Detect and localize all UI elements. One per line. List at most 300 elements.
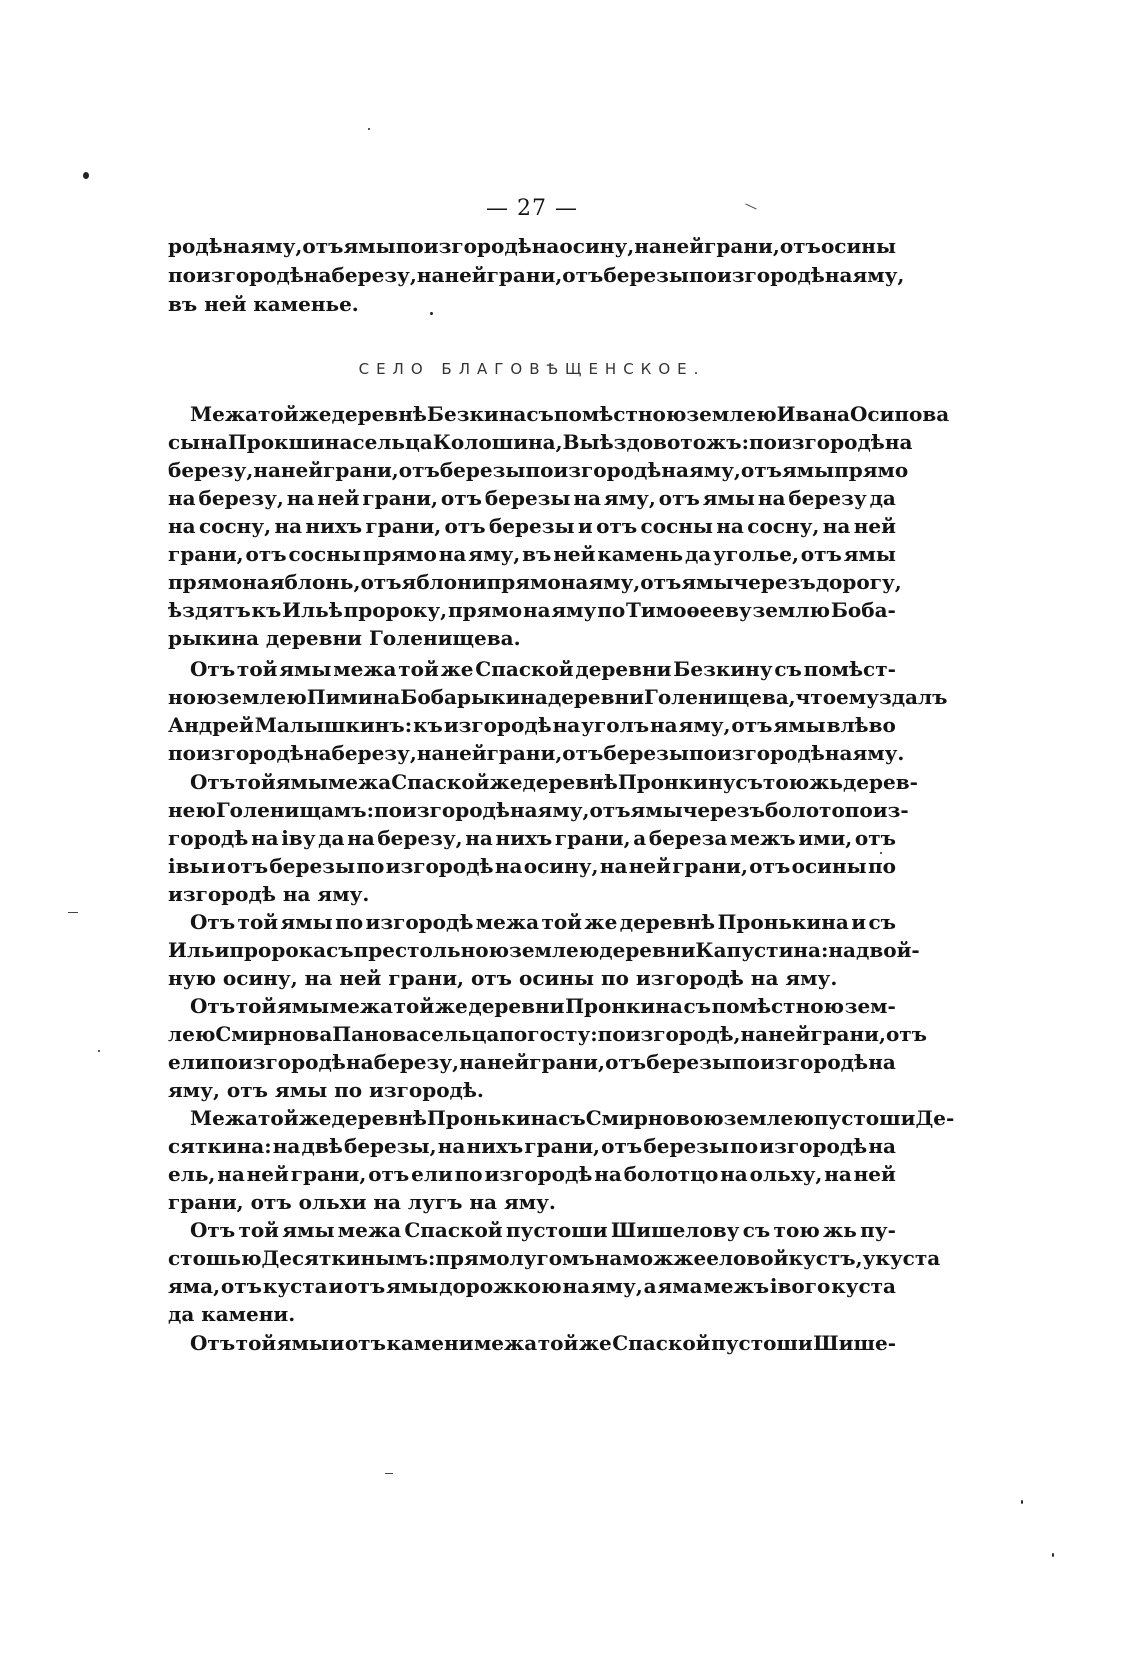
word: съ: [683, 994, 711, 1018]
body-line: [190, 908, 896, 936]
body-line: [190, 768, 918, 796]
word: яму.: [852, 741, 905, 765]
word: березу: [788, 486, 867, 510]
word: Колошина,: [432, 430, 563, 454]
body-line: [168, 1132, 896, 1160]
scan-speck: [368, 128, 370, 130]
scan-mark: [68, 912, 78, 913]
word: ямы: [279, 657, 332, 681]
word: помѣстною: [553, 402, 687, 426]
word: івого: [769, 1274, 831, 1298]
word: деревнѣ: [331, 402, 427, 426]
scan-speck: [98, 1050, 100, 1052]
word: на: [716, 514, 744, 538]
word: по: [844, 798, 873, 822]
body-line: изгородѣ на яму.: [168, 882, 370, 906]
word: Отъ: [190, 1331, 236, 1355]
word: грани,: [529, 1050, 605, 1074]
word: ольху,: [749, 1162, 823, 1186]
body-line: [168, 1020, 928, 1048]
word: съ: [868, 910, 896, 934]
word: ней: [317, 486, 360, 510]
word: осины: [791, 854, 867, 878]
intro-line: [168, 261, 905, 289]
word: да: [684, 542, 712, 566]
word: Отъ: [190, 910, 236, 934]
word: на: [494, 854, 523, 878]
word: на: [274, 514, 303, 538]
word: съ: [742, 1218, 771, 1242]
word: березу,: [168, 458, 254, 482]
word: Де-: [915, 1106, 955, 1130]
word: яму: [551, 598, 597, 622]
word: на: [347, 826, 375, 850]
word: по: [748, 430, 777, 454]
word: березы: [646, 1050, 732, 1074]
word: изгородѣ: [760, 1050, 869, 1074]
scan-speck: [430, 312, 433, 315]
word: межа: [473, 1331, 538, 1355]
word: сосну,: [747, 514, 820, 538]
body-line: [168, 1244, 941, 1272]
word: изгородѣ: [776, 430, 885, 454]
word: из-: [872, 798, 909, 822]
word: межа: [333, 657, 397, 681]
word: съ: [774, 657, 802, 681]
word: отъ: [640, 570, 682, 594]
word: деревнѣ: [619, 910, 716, 934]
word: ели: [411, 1162, 453, 1186]
word: березу,: [198, 486, 284, 510]
word: изгородѣ: [195, 741, 304, 765]
word: той: [238, 1218, 280, 1242]
word: той: [393, 994, 435, 1018]
word: на: [822, 514, 851, 538]
word: Капустина:: [695, 938, 829, 962]
word: березу,: [373, 1050, 460, 1074]
word: отъ: [360, 570, 402, 594]
word: ели: [168, 1050, 210, 1074]
word: яму,: [537, 798, 590, 822]
word: на: [465, 826, 493, 850]
word: съ: [558, 1106, 586, 1130]
word: Голенищамъ:: [215, 798, 375, 822]
word: съ: [526, 402, 554, 426]
word: на: [168, 514, 196, 538]
body-line: [168, 484, 896, 512]
intro-line: въ ней каменье.: [168, 292, 359, 316]
word: нихъ: [466, 1134, 524, 1158]
word: той: [236, 657, 278, 681]
word: межъ: [729, 826, 796, 850]
word: изгородѣ: [553, 458, 662, 482]
scan-speck: [1021, 1500, 1023, 1504]
word: осины: [820, 234, 896, 258]
word: на: [562, 1274, 591, 1298]
intro-line: [168, 232, 896, 260]
word: пророка: [229, 938, 327, 962]
word: двѣ: [301, 1134, 343, 1158]
word: Смирнова: [215, 1022, 333, 1046]
word: яму,: [250, 234, 303, 258]
body-line: [168, 1048, 896, 1076]
word: Панова: [332, 1022, 419, 1046]
word: ими,: [798, 826, 853, 850]
word: ему: [836, 685, 879, 709]
word: грани,: [486, 263, 563, 287]
word: ней: [444, 263, 487, 287]
word: же: [584, 910, 618, 934]
word: Прокшина: [227, 430, 353, 454]
word: Пронькина: [426, 1106, 559, 1130]
word: Пронкину: [617, 770, 736, 794]
body-line: [190, 1216, 896, 1244]
word: кустъ,: [788, 1246, 863, 1270]
word: ямы: [275, 770, 328, 794]
word: отъ: [302, 234, 344, 258]
body-line: [168, 428, 913, 456]
word: Межа: [190, 402, 259, 426]
body-line: яму, отъ ямы по изгородѣ.: [168, 1078, 484, 1102]
word: у: [862, 1246, 876, 1270]
word: Голенищева,: [644, 685, 796, 709]
word: камень: [597, 542, 684, 566]
word: на: [303, 741, 332, 765]
word: по: [688, 741, 717, 765]
word: яму,: [468, 542, 521, 566]
word: грани,: [290, 1162, 367, 1186]
word: Пронькина: [717, 910, 849, 934]
word: ямы: [702, 486, 755, 510]
word: землею: [723, 1106, 814, 1130]
scan-speck: [83, 172, 89, 179]
word: изгородѣ: [423, 234, 532, 258]
word: ней: [768, 1022, 811, 1046]
word: той: [258, 1106, 299, 1130]
word: на: [868, 1050, 896, 1074]
word: ямы: [343, 234, 396, 258]
word: ямы: [843, 542, 896, 566]
word: грани,: [672, 854, 748, 878]
word: жь: [823, 1218, 857, 1242]
word: камени: [386, 1331, 474, 1355]
word: пророку,: [343, 598, 448, 622]
word: яму,: [588, 570, 641, 594]
word: помѣст-: [803, 657, 896, 681]
word: той: [258, 402, 299, 426]
word: Ивана: [776, 402, 850, 426]
body-line: [190, 655, 896, 683]
word: на: [437, 1134, 466, 1158]
body-line: [168, 711, 896, 739]
word: на: [740, 1022, 769, 1046]
word: прямо: [362, 542, 437, 566]
word: же: [434, 994, 468, 1018]
word: отъ: [440, 486, 482, 510]
word: по: [730, 1134, 759, 1158]
word: той: [541, 910, 583, 934]
word: можжееловой: [622, 1246, 789, 1270]
word: грани,: [486, 741, 563, 765]
word: березы: [643, 1134, 729, 1158]
word: городѣ: [168, 826, 249, 850]
body-line: [168, 852, 896, 880]
word: на: [650, 713, 678, 737]
word: по: [374, 798, 403, 822]
word: Межа: [190, 1106, 259, 1130]
word: березу,: [331, 263, 417, 287]
word: івы: [168, 854, 210, 878]
word: ямы: [386, 1274, 439, 1298]
word: Отъ: [190, 994, 236, 1018]
word: на: [560, 570, 589, 594]
scan-speck: [880, 852, 882, 854]
word: прямо: [486, 570, 561, 594]
word: на: [868, 1134, 896, 1158]
word: по: [395, 234, 424, 258]
body-line: [168, 512, 896, 540]
body-line: ную осину, на ней грани, отъ осины по изгородѣ на яму.: [168, 966, 838, 990]
word: ямы: [276, 994, 330, 1018]
word: на: [438, 542, 467, 566]
word: отъ: [398, 458, 440, 482]
word: ямы: [773, 713, 826, 737]
word: Спаской: [475, 657, 574, 681]
word: сына: [168, 430, 228, 454]
word: лею: [168, 1022, 216, 1046]
word: на: [509, 798, 538, 822]
scan-mark: [385, 1473, 393, 1474]
word: на: [222, 234, 251, 258]
word: на: [720, 1162, 748, 1186]
word: яма: [657, 1274, 703, 1298]
word: на: [594, 1246, 623, 1270]
word: на: [594, 1162, 622, 1186]
word: и: [577, 514, 593, 538]
body-line: [168, 596, 896, 624]
word: на: [416, 263, 445, 287]
word: зем-: [844, 994, 896, 1018]
word: той: [237, 910, 279, 934]
word: ямы: [681, 570, 734, 594]
word: на: [884, 430, 913, 454]
word: ней: [661, 234, 705, 258]
word: іву: [281, 826, 316, 850]
word: Спаской: [404, 1218, 503, 1242]
word: березы,: [343, 1134, 437, 1158]
word: уголъ: [581, 713, 650, 737]
word: прямо: [168, 570, 243, 594]
word: яму,: [852, 263, 905, 287]
word: уголье,: [713, 542, 799, 566]
word: и: [851, 910, 867, 934]
word: осину,: [523, 854, 599, 878]
word: на: [346, 1050, 374, 1074]
word: тою: [773, 1218, 820, 1242]
word: той: [235, 1331, 277, 1355]
word: Бобарыкина: [400, 685, 548, 709]
word: отъ: [658, 486, 700, 510]
word: березу,: [377, 826, 463, 850]
word: сельца: [418, 1022, 500, 1046]
word: березы: [603, 263, 689, 287]
word: яму,: [603, 486, 656, 510]
body-line: [190, 1329, 896, 1357]
word: куста: [875, 1246, 941, 1270]
body-line: [168, 824, 896, 852]
word: тою: [762, 770, 810, 794]
word: отъ: [562, 741, 604, 765]
word: Безкина: [426, 402, 527, 426]
word: родѣ: [168, 234, 223, 258]
word: на: [272, 1134, 301, 1158]
word: по: [867, 854, 896, 878]
word: яму,: [678, 713, 731, 737]
word: на: [168, 486, 196, 510]
word: лугомъ: [509, 1246, 595, 1270]
word: съ: [735, 770, 763, 794]
word: на: [634, 234, 662, 258]
word: яму,: [590, 1274, 643, 1298]
word: тожъ:: [680, 430, 749, 454]
word: на: [828, 938, 856, 962]
word: изгородѣ: [443, 713, 552, 737]
word: пустоши: [711, 1331, 813, 1355]
word: грани,: [704, 234, 780, 258]
word: деревни: [599, 938, 696, 962]
word: ямы: [276, 1331, 329, 1355]
word: на: [303, 263, 332, 287]
word: межа: [337, 1218, 402, 1242]
word: грани,: [524, 1134, 601, 1158]
word: влѣво: [826, 713, 896, 737]
word: ней: [280, 458, 324, 482]
word: отъ: [596, 514, 638, 538]
body-line: [168, 936, 920, 964]
word: Спаской: [612, 1331, 711, 1355]
word: на: [459, 1050, 487, 1074]
body-line: [168, 540, 896, 568]
word: къ: [251, 598, 282, 622]
word: яблонь,: [269, 570, 361, 594]
word: болотцо: [623, 1162, 719, 1186]
word: престольною: [353, 938, 510, 962]
word: сяткина:: [168, 1134, 272, 1158]
word: къ: [413, 713, 443, 737]
scan-speck: [1052, 1553, 1054, 1557]
word: отъ: [589, 798, 631, 822]
body-line: [190, 400, 950, 428]
word: сосну,: [198, 514, 272, 538]
word: березы: [269, 854, 355, 878]
word: изгородѣ: [365, 910, 474, 934]
word: двой-: [856, 938, 920, 962]
word: отъ: [854, 826, 896, 850]
word: и: [328, 1274, 344, 1298]
word: Отъ: [190, 657, 236, 681]
word: Шишелову: [610, 1218, 740, 1242]
word: отъ: [444, 514, 486, 538]
body-line: [168, 456, 909, 484]
word: той: [537, 1331, 579, 1355]
word: дерев-: [842, 770, 918, 794]
word: ней: [246, 1162, 289, 1186]
word: на: [253, 458, 281, 482]
body-line: [168, 1160, 896, 1188]
word: яблони: [401, 570, 487, 594]
word: а: [633, 826, 647, 850]
word: Спаской: [391, 770, 490, 794]
word: на: [286, 486, 315, 510]
word: помѣстною: [711, 994, 845, 1018]
word: межа: [329, 994, 394, 1018]
word: ель,: [168, 1162, 216, 1186]
word: а: [643, 1274, 657, 1298]
word: Осипова: [849, 402, 950, 426]
word: отъ: [245, 542, 287, 566]
word: сосны: [288, 542, 361, 566]
word: березы: [603, 741, 689, 765]
word: прямо: [435, 1246, 510, 1270]
word: пустоши: [813, 1106, 916, 1130]
word: грани,: [810, 1022, 886, 1046]
word: изгородѣ: [385, 854, 494, 878]
word: отъ: [749, 854, 791, 878]
word: съ: [326, 938, 354, 962]
word: той: [235, 994, 277, 1018]
word: ною: [168, 685, 217, 709]
word: той: [235, 770, 276, 794]
word: отъ: [779, 234, 821, 258]
word: Десяткинымъ:: [261, 1246, 436, 1270]
word: межа: [327, 770, 392, 794]
word: изгородѣ: [237, 1050, 346, 1074]
word: грани,: [168, 542, 244, 566]
word: ямы: [781, 458, 835, 482]
word: сельца: [352, 430, 433, 454]
word: прямо: [834, 458, 909, 482]
word: отъ: [740, 458, 782, 482]
word: ѣздятъ: [168, 598, 251, 622]
section-heading: СЕЛО БЛАГОВѢЩЕНСКОЕ.: [358, 360, 706, 378]
word: грани,: [362, 486, 438, 510]
word: да: [869, 486, 896, 510]
word: ней: [486, 1050, 530, 1074]
word: по: [168, 263, 196, 287]
word: ямы: [630, 798, 683, 822]
word: отъ: [885, 1022, 928, 1046]
word: грани,: [365, 514, 442, 538]
word: грани,: [554, 826, 631, 850]
word: же: [298, 402, 332, 426]
word: землею: [686, 402, 777, 426]
word: Боба-: [830, 598, 896, 622]
word: изгородѣ: [716, 741, 825, 765]
word: нихъ: [495, 826, 553, 850]
word: осину,: [559, 234, 635, 258]
word: по: [335, 910, 364, 934]
word: да: [318, 826, 345, 850]
word: черезъ: [733, 570, 816, 594]
word: Пронкина: [565, 994, 683, 1018]
word: болото: [764, 798, 845, 822]
word: по: [209, 1050, 238, 1074]
word: яму,: [688, 458, 741, 482]
word: по: [597, 1022, 626, 1046]
word: Ильи: [168, 938, 230, 962]
word: землею: [216, 685, 307, 709]
word: на: [522, 598, 551, 622]
